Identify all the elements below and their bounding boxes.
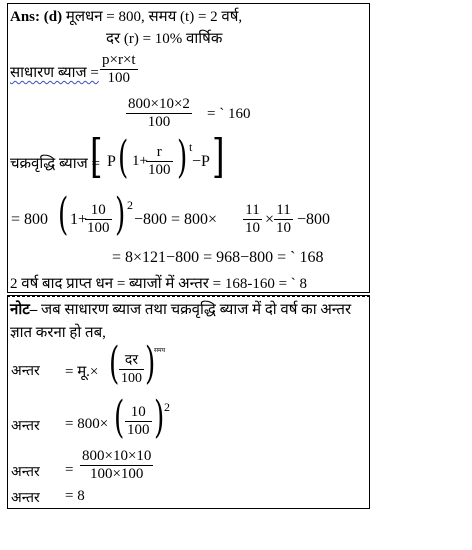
paren-close: ) — [177, 132, 188, 183]
f2-exponent: 2 — [164, 400, 170, 414]
f3-denominator: 100×100 — [89, 466, 144, 482]
antar-label-4: अन्तर — [11, 491, 40, 506]
line4-minus800: −800 = 800× — [134, 211, 218, 228]
paren-close: ) — [154, 392, 165, 443]
ci-r: r — [156, 144, 162, 160]
si-result: = ` 160 — [207, 106, 251, 122]
si-numerator: p×r×t — [102, 52, 136, 68]
line4-10b: 10 — [276, 220, 291, 236]
line4-times: × — [265, 211, 275, 228]
f3-fraction — [80, 448, 153, 483]
ci-one-plus: 1+ — [132, 153, 148, 169]
ci-rate-fraction — [146, 144, 173, 179]
line4-minus800-end: −800 — [297, 211, 331, 228]
f2-eq: = 800× — [65, 416, 109, 432]
si-calc-numerator: 800×10×2 — [128, 96, 190, 112]
rate-text: दर (r) = 10% वार्षिक — [106, 31, 223, 47]
line4-exponent: 2 — [127, 198, 133, 212]
answer-line-1 — [10, 6, 242, 26]
bracket-open: [ — [90, 129, 103, 183]
f3-eq: = — [65, 462, 74, 478]
line4-11a: 11 — [245, 202, 260, 218]
f1-exponent: समय — [154, 348, 166, 354]
ci-P: P — [107, 153, 116, 170]
ci-exponent-t: t — [189, 140, 193, 154]
f1-denominator: 100 — [121, 371, 142, 386]
paren-open: ( — [109, 338, 120, 389]
f2-denominator: 100 — [127, 422, 150, 438]
f4-result: = 8 — [65, 488, 85, 504]
line5: = 8×121−800 = 968−800 = ` 168 — [112, 249, 324, 266]
si-denominator: 100 — [107, 70, 131, 86]
note-label: नोट– — [10, 302, 38, 318]
si-formula-fraction — [100, 52, 138, 87]
line4-fraction — [85, 202, 112, 237]
line4-fraction-11a — [243, 202, 262, 237]
si-calc-denominator: 100 — [147, 114, 171, 130]
f1-fraction — [119, 352, 144, 387]
conclusion: 2 वर्ष बाद प्राप्त धन = ब्याजों में अन्तर = 168-160 = ` 8 — [10, 276, 308, 292]
paren-open: ( — [118, 132, 129, 183]
ci-label: चक्रवृद्धि ब्याज = — [10, 156, 100, 172]
note-text-1: जब साधारण ब्याज तथा चक्रवृद्धि ब्याज में दो वर्ष का अन्तर — [37, 302, 352, 318]
ci-100: 100 — [148, 162, 171, 178]
paren-close: ) — [115, 189, 126, 240]
line4-numerator: 10 — [90, 202, 106, 218]
line4-11b: 11 — [276, 202, 291, 218]
f1-numerator: दर — [124, 353, 139, 368]
note-line-1 — [10, 299, 351, 319]
f1-eq-mu: = मू.× — [65, 364, 99, 380]
antar-label-1: अन्तर — [11, 364, 40, 379]
line4-10a: 10 — [245, 220, 260, 236]
paren-open: ( — [114, 392, 125, 443]
principal-text: मूलधन = 800, समय (t) = 2 वर्ष, — [65, 9, 243, 25]
antar-label-3: अन्तर — [11, 465, 40, 480]
line4-denominator: 100 — [87, 220, 110, 236]
si-label — [10, 62, 99, 82]
antar-label-2: अन्तर — [11, 419, 40, 434]
paren-open: ( — [58, 189, 69, 240]
bracket-close: ] — [212, 129, 225, 183]
ci-minus-P: −P — [192, 153, 210, 170]
si-label-text: साधारण ब्याज = — [10, 65, 99, 81]
paren-close: ) — [145, 338, 156, 389]
note-text-2: ज्ञात करना हो तब, — [10, 325, 106, 341]
f2-numerator: 10 — [130, 404, 146, 420]
line4-one-plus: 1+ — [70, 211, 88, 228]
note-top-divider — [7, 296, 370, 297]
si-calc-fraction — [126, 96, 192, 131]
line4-eq800: = 800 — [11, 211, 49, 228]
answer-label: Ans: (d) — [10, 9, 63, 25]
f2-fraction — [125, 404, 152, 439]
line4-fraction-11b — [274, 202, 293, 237]
f3-numerator: 800×10×10 — [82, 448, 152, 464]
